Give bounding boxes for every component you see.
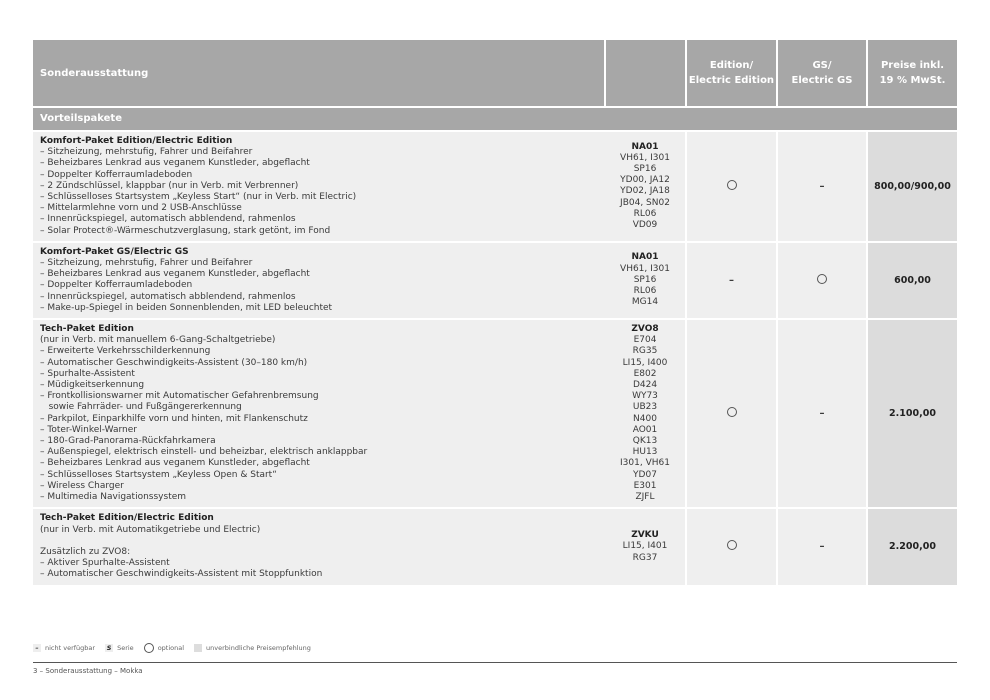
package-feature: – Make-up-Spiegel in beiden Sonnenblenden, mit LED beleuchtet [40,302,333,313]
package-desc [33,131,605,242]
package-feature: – Außenspiegel, elektrisch einstell- und beheizbar, elektrisch anklappbar [40,447,368,458]
package-row [33,131,957,242]
option-code: YD00, JA12 [620,175,670,186]
option-code: NA01 [631,252,659,263]
price: 2.100,00 [867,319,957,508]
package-feature: – Toter-Winkel-Warner [40,424,137,435]
option-code: E301 [633,480,657,491]
option-code: I301, VH61 [620,458,670,469]
package-feature: sowie Fahrräder- und Fußgängererkennung [40,402,242,413]
option-codes [605,242,686,319]
package-feature: (nur in Verb. mit Automatikgetriebe und Electric) [40,524,261,535]
option-code: SP16 [633,274,657,285]
package-feature: Zusätzlich zu ZVO8: [40,546,131,557]
package-feature: – Beheizbares Lenkrad aus veganem Kunstleder, abgeflacht [40,158,310,169]
header-edition: Edition/ Electric Edition [686,40,777,107]
package-title: Tech-Paket Edition [40,324,134,335]
option-codes [605,319,686,508]
package-row [33,508,957,585]
option-code: WY73 [632,391,658,402]
package-feature: – Parkpilot, Einparkhilfe vorn und hinten, mit Flankenschutz [40,413,308,424]
optional-circle-icon [727,540,737,550]
page-footer: 3 – Sonderausstattung – Mokka [33,667,143,675]
serie-symbol: S [106,644,112,652]
package-feature: – Doppelter Kofferraumladeboden [40,280,193,291]
package-feature: (nur in Verb. mit manuellem 6-Gang-Schaltgetriebe) [40,335,276,346]
option-code: ZVO8 [631,324,659,335]
option-code: UB23 [632,402,658,413]
package-desc [33,319,605,508]
header-desc: Sonderausstattung [33,40,605,107]
option-codes [605,131,686,242]
package-feature: – Innenrückspiegel, automatisch abblendend, rahmenlos [40,214,296,225]
option-code: YD07 [633,469,657,480]
legend [33,643,311,653]
package-feature: – Spurhalte-Assistent [40,368,135,379]
package-feature: – Frontkollisionswarner mit Automatischer Gefahrenbremsung [40,391,319,402]
package-feature: – Schlüsselloses Startsystem „Keyless Open & Start“ [40,469,277,480]
package-feature: – Schlüsselloses Startsystem „Keyless Start“ (nur in Verb. mit Electric) [40,192,357,203]
option-code: ZVKU [631,530,659,541]
option-code: MG14 [631,297,659,308]
legend-na: nicht verfügbar [45,644,96,652]
package-feature: – Müdigkeitserkennung [40,380,145,391]
option-code: E704 [633,335,657,346]
optional-circle-icon [727,407,737,417]
option-code: HU13 [632,447,658,458]
package-feature: – Sitzheizung, mehrstufig, Fahrer und Beifahrer [40,147,253,158]
header-code [605,40,686,107]
price: 2.200,00 [867,508,957,585]
option-code: LI15, I401 [622,541,668,552]
option-code: YD02, JA18 [620,186,670,197]
package-desc [33,242,605,319]
header-gs: GS/ Electric GS [777,40,867,107]
price: 800,00/900,00 [867,131,957,242]
package-feature: – Innenrückspiegel, automatisch abblendend, rahmenlos [40,291,296,302]
option-code: E802 [633,368,657,379]
legend-optional: optional [157,644,185,652]
package-title: Komfort-Paket Edition/Electric Edition [40,136,233,146]
option-code: RL06 [633,208,657,219]
option-code: VD09 [632,220,658,231]
package-desc [33,508,605,585]
package-feature: – Automatischer Geschwindigkeits-Assistent (30–180 km/h) [40,357,308,368]
package-feature: – Erweiterte Verkehrsschilderkennung [40,346,211,357]
option-code: LI15, I400 [622,357,668,368]
header-price: Preise inkl. 19 % MwSt. [867,40,957,107]
price-swatch [194,644,202,652]
option-code: QK13 [632,436,658,447]
option-code: RG37 [632,552,658,563]
option-code: SP16 [633,164,657,174]
package-feature: – Automatischer Geschwindigkeits-Assistent mit Stoppfunktion [40,569,323,580]
section-title: Vorteilspakete [33,107,957,131]
option-code: N400 [633,413,657,424]
option-code: VH61, I301 [620,263,670,274]
package-feature: – Doppelter Kofferraumladeboden [40,169,193,180]
package-feature: – Sitzheizung, mehrstufig, Fahrer und Beifahrer [40,258,253,269]
optional-circle-icon [817,274,827,284]
edition-availability [686,508,777,585]
package-feature: – Aktiver Spurhalte-Assistent [40,558,170,569]
price: 600,00 [867,242,957,319]
legend-serie: Serie [117,644,134,652]
package-title: Komfort-Paket GS/Electric GS [40,246,189,257]
package-feature: – Beheizbares Lenkrad aus veganem Kunstleder, abgeflacht [40,458,310,469]
gs-availability: – [777,319,867,508]
optional-circle-icon [727,180,737,190]
package-feature: – Wireless Charger [40,480,124,491]
footer-divider [33,662,957,663]
package-feature: – Mittelarmlehne vorn und 2 USB-Anschlüsse [40,203,242,214]
option-code: ZJFL [635,492,655,503]
package-row [33,319,957,508]
edition-availability: – [686,242,777,319]
edition-availability [686,131,777,242]
option-code: D424 [632,380,658,391]
package-title: Tech-Paket Edition/Electric Edition [40,513,214,524]
optional-circle-icon [144,643,154,653]
gs-availability: – [777,131,867,242]
legend-price: unverbindliche Preisempfehlung [206,644,311,652]
not-available-symbol: – [33,644,41,652]
option-code: RL06 [633,286,657,297]
option-code: NA01 [631,141,659,152]
package-feature: – Solar Protect®-Wärmeschutzverglasung, stark getönt, im Fond [40,225,331,236]
option-code: RG35 [632,346,658,357]
gs-availability: – [777,508,867,585]
package-row [33,242,957,319]
option-codes [605,508,686,585]
package-feature [40,536,605,547]
equipment-table [33,40,957,587]
option-code: AO01 [632,424,658,435]
option-code: JB04, SN02 [620,197,670,208]
package-feature: – 180-Grad-Panorama-Rückfahrkamera [40,436,216,447]
option-code: VH61, I301 [620,152,670,163]
gs-availability [777,242,867,319]
package-feature: – Beheizbares Lenkrad aus veganem Kunstleder, abgeflacht [40,269,310,280]
edition-availability [686,319,777,508]
package-feature: – Multimedia Navigationssystem [40,492,187,503]
package-feature: – 2 Zündschlüssel, klappbar (nur in Verb. mit Verbrenner) [40,180,299,191]
